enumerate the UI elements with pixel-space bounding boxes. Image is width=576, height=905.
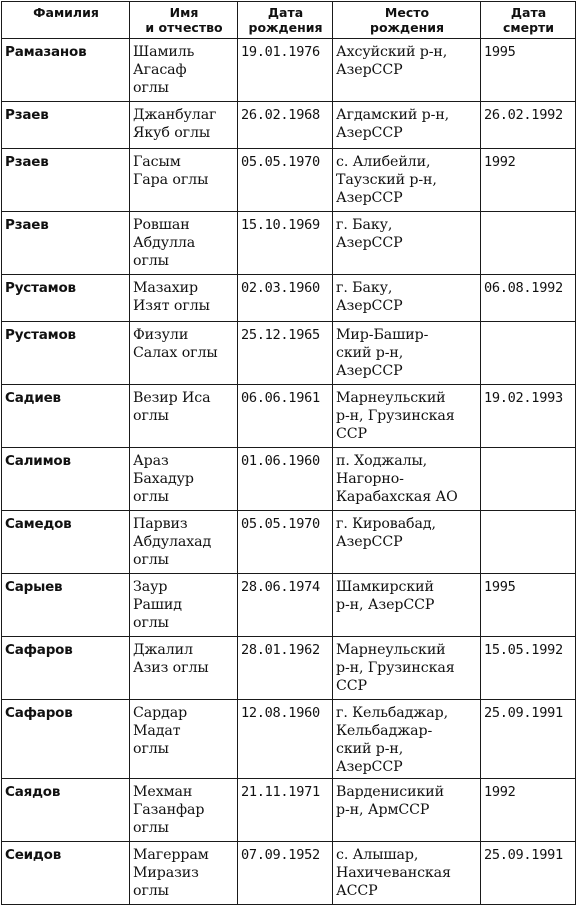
cell-name: Парвиз Абдулахад оглы [130, 511, 238, 574]
header-row [2, 2, 576, 39]
cell-birth-date: 28.06.1974 [238, 574, 333, 637]
cell-surname: Рзаев [2, 149, 130, 212]
table-row [2, 637, 576, 700]
cell-name: Везир Иса оглы [130, 385, 238, 448]
cell-surname: Сеидов [2, 842, 130, 905]
table-row [2, 842, 576, 905]
header-death-date: Дата смерти [481, 2, 576, 39]
cell-name: Мехман Газанфар оглы [130, 779, 238, 842]
cell-death-date: 1992 [481, 779, 576, 842]
cell-birth-date: 02.03.1960 [238, 275, 333, 322]
cell-birth-date: 21.11.1971 [238, 779, 333, 842]
table-row [2, 39, 576, 102]
cell-surname: Салимов [2, 448, 130, 511]
cell-birth-date: 26.02.1968 [238, 102, 333, 149]
roster-table [1, 1, 576, 905]
cell-death-date: 1995 [481, 39, 576, 102]
cell-name: Заур Рашид оглы [130, 574, 238, 637]
cell-birth-place: п. Ходжалы, Нагорно- Карабахская АО [333, 448, 481, 511]
table-row [2, 212, 576, 275]
cell-birth-date: 07.09.1952 [238, 842, 333, 905]
cell-birth-date: 01.06.1960 [238, 448, 333, 511]
cell-death-date [481, 511, 576, 574]
cell-birth-date: 06.06.1961 [238, 385, 333, 448]
cell-death-date: 25.09.1991 [481, 842, 576, 905]
cell-birth-place: Агдамский р-н, АзерССР [333, 102, 481, 149]
cell-birth-date: 15.10.1969 [238, 212, 333, 275]
cell-surname: Садиев [2, 385, 130, 448]
cell-death-date [481, 212, 576, 275]
cell-birth-place: Мир-Башир- ский р-н, АзерССР [333, 322, 481, 385]
cell-birth-date: 25.12.1965 [238, 322, 333, 385]
table-row [2, 574, 576, 637]
cell-surname: Самедов [2, 511, 130, 574]
table-row [2, 102, 576, 149]
cell-birth-date: 05.05.1970 [238, 511, 333, 574]
cell-name: Джанбулаг Якуб оглы [130, 102, 238, 149]
cell-death-date: 26.02.1992 [481, 102, 576, 149]
cell-death-date [481, 322, 576, 385]
cell-name: Гасым Гара оглы [130, 149, 238, 212]
cell-birth-place: Варденисикий р-н, АрмССР [333, 779, 481, 842]
cell-death-date: 25.09.1991 [481, 700, 576, 779]
table-row [2, 385, 576, 448]
cell-death-date: 06.08.1992 [481, 275, 576, 322]
cell-surname: Рустамов [2, 322, 130, 385]
cell-birth-place: Шамкирский р-н, АзерССР [333, 574, 481, 637]
cell-name: Мазахир Изят оглы [130, 275, 238, 322]
table-row [2, 448, 576, 511]
cell-name: Физули Салах оглы [130, 322, 238, 385]
cell-birth-place: г. Баку, АзерССР [333, 275, 481, 322]
cell-birth-date: 28.01.1962 [238, 637, 333, 700]
table-row [2, 511, 576, 574]
cell-surname: Рустамов [2, 275, 130, 322]
table-header [2, 2, 576, 39]
cell-surname: Сафаров [2, 637, 130, 700]
cell-birth-date: 05.05.1970 [238, 149, 333, 212]
cell-birth-date: 12.08.1960 [238, 700, 333, 779]
cell-birth-date: 19.01.1976 [238, 39, 333, 102]
cell-birth-place: Марнеульский р-н, Грузинская ССР [333, 637, 481, 700]
cell-name: Сардар Мадат оглы [130, 700, 238, 779]
cell-name: Ровшан Абдулла оглы [130, 212, 238, 275]
cell-death-date: 15.05.1992 [481, 637, 576, 700]
cell-birth-place: г. Кельбаджар, Кельбаджар- ский р-н, АзерССР [333, 700, 481, 779]
cell-death-date: 1992 [481, 149, 576, 212]
cell-surname: Сарыев [2, 574, 130, 637]
cell-surname: Рамазанов [2, 39, 130, 102]
cell-birth-place: Марнеульский р-н, Грузинская ССР [333, 385, 481, 448]
cell-death-date [481, 448, 576, 511]
cell-death-date: 1995 [481, 574, 576, 637]
cell-name: Шамиль Агасаф оглы [130, 39, 238, 102]
header-name: Имя и отчество [130, 2, 238, 39]
cell-surname: Рзаев [2, 102, 130, 149]
cell-surname: Сафаров [2, 700, 130, 779]
cell-surname: Рзаев [2, 212, 130, 275]
cell-name: Араз Бахадур оглы [130, 448, 238, 511]
table-body [2, 39, 576, 905]
header-surname: Фамилия [2, 2, 130, 39]
cell-birth-place: с. Алибейли, Таузский р-н, АзерССР [333, 149, 481, 212]
table-row [2, 779, 576, 842]
cell-birth-place: г. Кировабад, АзерССР [333, 511, 481, 574]
table-row [2, 700, 576, 779]
cell-birth-place: г. Баку, АзерССР [333, 212, 481, 275]
header-birth-date: Дата рождения [238, 2, 333, 39]
table-row [2, 149, 576, 212]
cell-name: Джалил Азиз оглы [130, 637, 238, 700]
cell-surname: Саядов [2, 779, 130, 842]
cell-name: Магеррам Миразиз оглы [130, 842, 238, 905]
table-row [2, 322, 576, 385]
cell-death-date: 19.02.1993 [481, 385, 576, 448]
table-row [2, 275, 576, 322]
header-birth-place: Место рождения [333, 2, 481, 39]
document-page [1, 1, 575, 905]
cell-birth-place: с. Алышар, Нахичеванская АССР [333, 842, 481, 905]
cell-birth-place: Ахсуйский р-н, АзерССР [333, 39, 481, 102]
